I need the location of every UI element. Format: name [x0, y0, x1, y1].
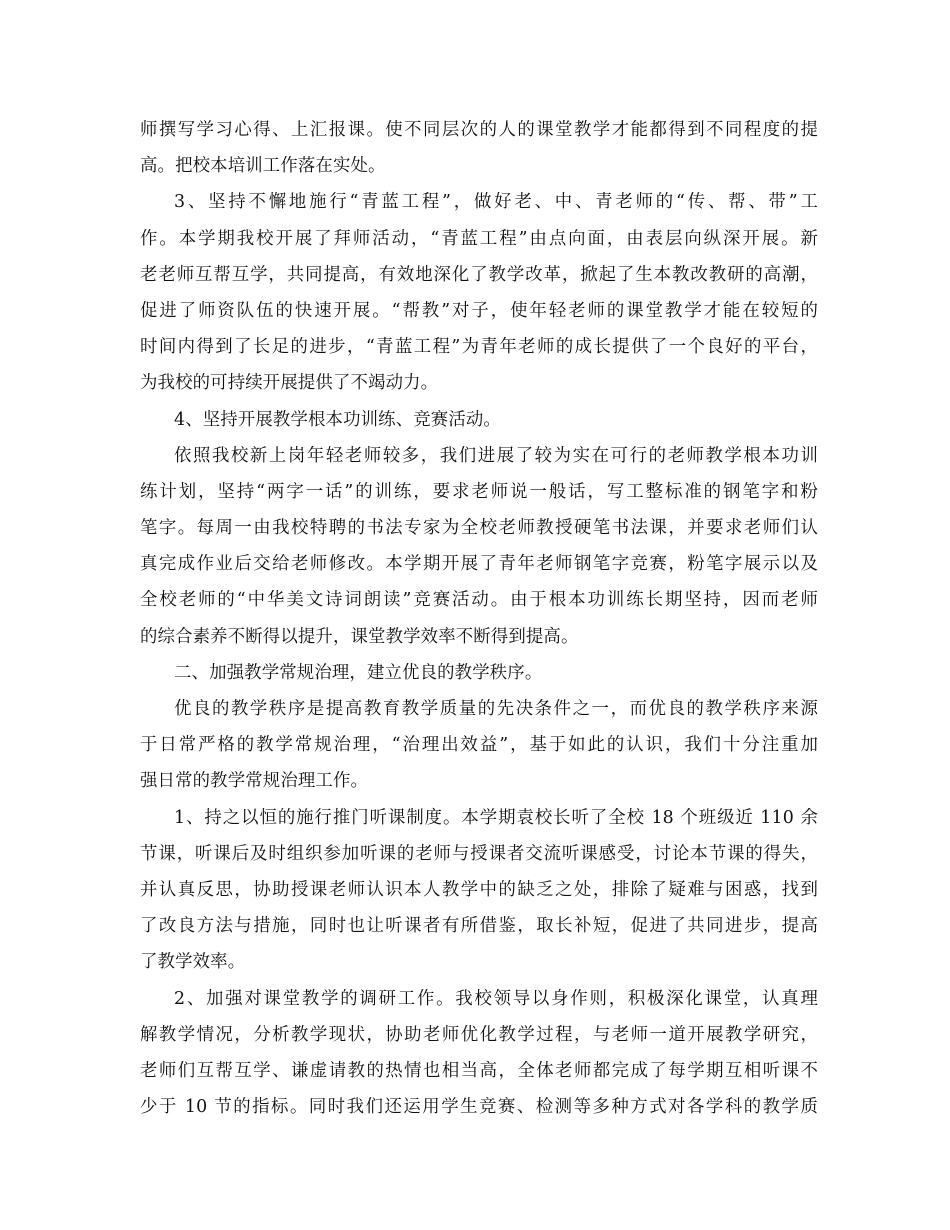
text-line: 了改良方法与措施，同时也让听课者有所借鉴，取长补短，促进了共同进步，提高	[140, 916, 818, 937]
text-line: 了教学效率。	[140, 952, 246, 973]
text-line: 于日常严格的教学常规治理，“治理出效益”，基于如此的认识，我们十分注重加	[140, 735, 818, 756]
document-body	[140, 112, 818, 1125]
text-line: 优良的教学秩序是提高教育教学质量的先决条件之一，而优良的教学秩序来源	[174, 699, 818, 719]
text-line: 时间内得到了长足的进步，“青蓝工程”为青年老师的成长提供了一个良好的平台，	[140, 337, 818, 358]
section-heading: 二、加强教学常规治理，建立优良的教学秩序。	[174, 662, 543, 683]
text-line: 作。本学期我校开展了拜师活动，“青蓝工程”由点向面，由表层向纵深开展。新	[140, 228, 818, 249]
text-line: 强日常的教学常规治理工作。	[140, 771, 369, 792]
text-line: 真完成作业后交给老师修改。本学期开展了青年老师钢笔字竞赛，粉笔字展示以及	[140, 554, 818, 575]
text-line: 1、持之以恒的施行推门听课制度。本学期袁校长听了全校 18 个班级近 110 余	[174, 807, 818, 828]
text-line: 依照我校新上岗年轻老师较多，我们进展了较为实在可行的老师教学根本功训	[174, 445, 818, 466]
text-line: 师撰写学习心得、上汇报课。使不同层次的人的课堂教学才能都得到不同程度的提	[140, 120, 818, 140]
text-line: 3、坚持不懈地施行“青蓝工程”，做好老、中、青老师的“传、帮、带”工	[174, 192, 818, 213]
text-line: 并认真反思，协助授课老师认识本人教学中的缺乏之处，排除了疑难与困惑，找到	[140, 879, 818, 900]
text-line: 2、加强对课堂教学的调研工作。我校领导以身作则，积极深化课堂，认真理	[174, 988, 818, 1009]
text-line: 为我校的可持续开展提供了不竭动力。	[140, 373, 439, 394]
text-line: 促进了师资队伍的快速开展。“帮教”对子，使年轻老师的课堂教学才能在较短的	[140, 300, 818, 321]
text-line: 的综合素养不断得以提升，课堂教学效率不断得到提高。	[140, 626, 579, 647]
text-line: 笔字。每周一由我校特聘的书法专家为全校老师教授硬笔书法课，并要求老师们认	[140, 518, 818, 539]
text-line: 全校老师的“中华美文诗词朗读”竞赛活动。由于根本功训练长期坚持，因而老师	[140, 590, 818, 611]
text-line: 解教学情况，分析教学现状，协助老师优化教学过程，与老师一道开展教学研究，	[140, 1024, 818, 1045]
text-line: 高。把校本培训工作落在实处。	[140, 156, 386, 177]
text-line: 老老师互帮互学，共同提高，有效地深化了教学改革，掀起了生本教改教研的高潮，	[140, 264, 818, 285]
text-line: 节课，听课后及时组织参加听课的老师与授课者交流听课感受，讨论本节课的得失，	[140, 843, 818, 864]
text-line: 老师们互帮互学、谦虚请教的热情也相当高，全体老师都完成了每学期互相听课不	[140, 1060, 818, 1081]
text-line: 少于 10 节的指标。同时我们还运用学生竞赛、检测等多种方式对各学科的教学质	[140, 1097, 818, 1118]
section-heading: 4、坚持开展教学根本功训练、竞赛活动。	[174, 409, 501, 430]
text-line: 练计划，坚持“两字一话”的训练，要求老师说一般话，写工整标准的钢笔字和粉	[140, 481, 818, 502]
